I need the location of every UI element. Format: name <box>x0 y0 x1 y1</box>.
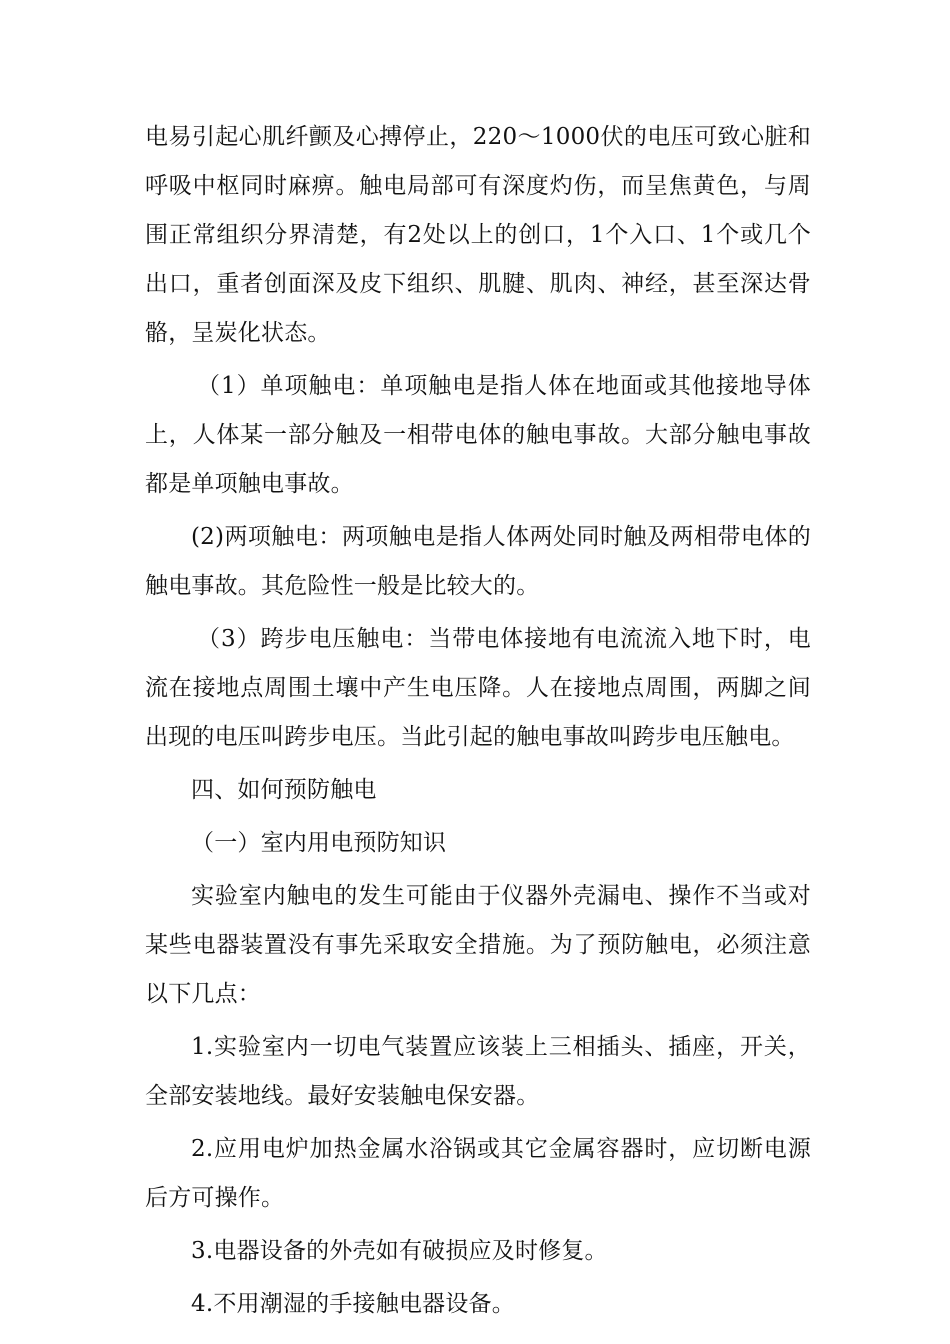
list-item-4: 4.不用潮湿的手接触电器设备。 <box>191 1291 515 1317</box>
paragraph-electric-injury: 电易引起心肌纤颤及心搏停止，220～1000伏的电压可致心脏和呼吸中枢同时麻痹。触电局部可有深度灼伤，而呈焦黄色，与周围正常组织分界清楚，有2处以上的创口，1个入口、1个或几个出口，重者创面深及皮下组织、肌腱、肌肉、神经，甚至深达骨骼，呈炭化状态。 <box>145 124 811 346</box>
paragraph-lab-shock-causes: 实验室内触电的发生可能由于仪器外壳漏电、操作不当或对某些电器装置没有事先采取安全措施。为了预防触电，必须注意以下几点： <box>145 883 811 1007</box>
list-item-3: 3.电器设备的外壳如有破损应及时修复。 <box>191 1238 608 1264</box>
paragraph-two-phase-shock: (2)两项触电：两项触电是指人体两处同时触及两相带电体的触电事故。其危险性一般是比较大的。 <box>145 524 811 599</box>
paragraph-single-phase-shock: （1）单项触电：单项触电是指人体在地面或其他接地导体上，人体某一部分触及一相带电体的触电事故。大部分触电事故都是单项触电事故。 <box>145 373 811 497</box>
subsection-heading-indoor: （一）室内用电预防知识 <box>191 830 447 856</box>
list-item-2: 2.应用电炉加热金属水浴锅或其它金属容器时，应切断电源后方可操作。 <box>145 1136 811 1211</box>
document-body <box>145 113 811 1333</box>
list-item-1: 1.实验室内一切电气装置应该装上三相插头、插座，开关，全部安装地线。最好安装触电保安器。 <box>145 1034 811 1109</box>
section-heading-prevention: 四、如何预防触电 <box>191 777 377 803</box>
paragraph-step-voltage-shock: （3）跨步电压触电：当带电体接地有电流流入地下时，电流在接地点周围土壤中产生电压降。人在接地点周围，两脚之间出现的电压叫跨步电压。当此引起的触电事故叫跨步电压触电。 <box>145 626 811 750</box>
